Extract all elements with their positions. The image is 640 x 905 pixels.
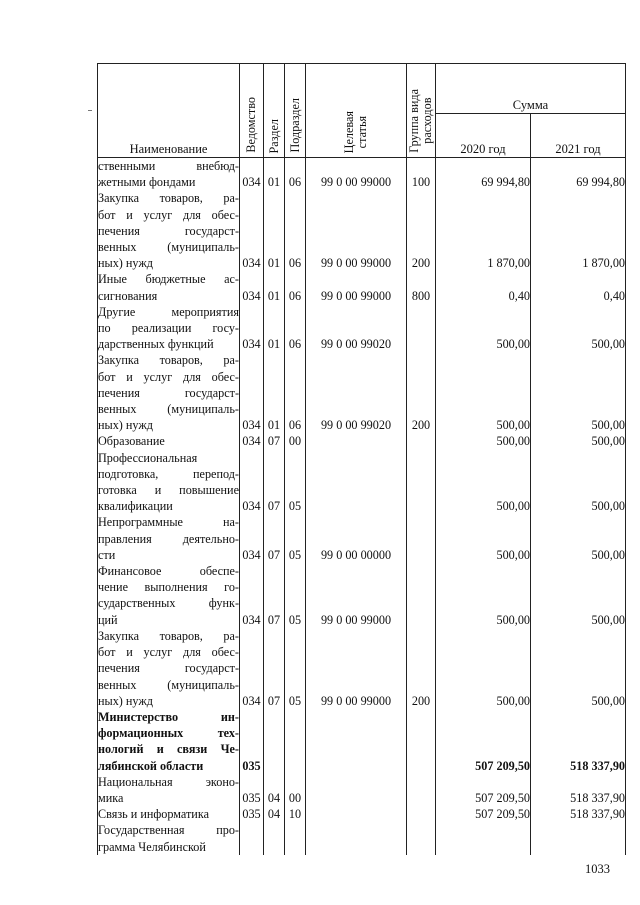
row-expense-group: 200 [407, 190, 436, 271]
row-sum-2021: 518 337,90 [531, 774, 626, 806]
row-vedomstvo: 034 [240, 628, 264, 709]
row-razdel [264, 822, 285, 854]
row-name [98, 514, 240, 563]
row-target-article [306, 806, 407, 822]
row-sum-2020: 500,00 [436, 563, 531, 628]
row-name [98, 190, 240, 271]
row-sum-2020: 500,00 [436, 304, 531, 353]
row-name [98, 806, 240, 822]
row-sum-2020: 69 994,80 [436, 158, 531, 191]
row-name-line: дарственных функций [98, 337, 214, 352]
row-sum-2020: 507 209,50 [436, 709, 531, 774]
row-sum-2020: 500,00 [436, 514, 531, 563]
row-name [98, 158, 240, 191]
table-row [98, 271, 626, 303]
row-razdel: 07 [264, 563, 285, 628]
table-row [98, 304, 626, 353]
row-name-line: мика [98, 790, 124, 805]
row-razdel [264, 709, 285, 774]
budget-table [97, 63, 626, 855]
table-row [98, 774, 626, 806]
row-name-line: Закупка товаров, ра- [98, 628, 239, 643]
header-expense-group: Группа вида расходов [407, 64, 436, 158]
row-sum-2020: 507 209,50 [436, 774, 531, 806]
row-sum-2021: 500,00 [531, 433, 626, 449]
row-name [98, 450, 240, 515]
row-name [98, 563, 240, 628]
row-name [98, 709, 240, 774]
header-vedomstvo: Ведомство [240, 64, 264, 158]
row-razdel: 01 [264, 158, 285, 191]
row-name-line: Государственная про- [98, 823, 239, 838]
row-sum-2020: 500,00 [436, 450, 531, 515]
row-expense-group [407, 709, 436, 774]
row-name [98, 304, 240, 353]
row-name-line: Закупка товаров, ра- [98, 353, 239, 368]
row-expense-group [407, 450, 436, 515]
header-year-2020: 2020 год [436, 114, 531, 158]
page-number: 1033 [585, 862, 610, 876]
row-sum-2020: 500,00 [436, 628, 531, 709]
row-name-line: ций [98, 612, 118, 627]
row-sum-2021: 1 870,00 [531, 190, 626, 271]
row-sum-2021: 518 337,90 [531, 709, 626, 774]
row-vedomstvo: 034 [240, 450, 264, 515]
row-name-line: печения государст- [98, 385, 239, 400]
row-name-line: по реализации госу- [98, 321, 239, 336]
row-name-line: правления деятельно- [98, 531, 239, 546]
row-podrazdel: 06 [285, 190, 306, 271]
row-podrazdel: 00 [285, 433, 306, 449]
row-name-line: грамма Челябинской [98, 839, 206, 854]
table-row [98, 822, 626, 854]
row-vedomstvo: 035 [240, 709, 264, 774]
row-name-line: нологий и связи Че- [98, 742, 239, 757]
row-vedomstvo: 034 [240, 563, 264, 628]
row-vedomstvo [240, 822, 264, 854]
row-podrazdel: 06 [285, 352, 306, 433]
row-name-line: ных) нужд [98, 418, 153, 433]
row-podrazdel: 06 [285, 304, 306, 353]
row-name-line: Иные бюджетные ас- [98, 272, 239, 287]
row-name-line: формационных тех- [98, 726, 239, 741]
row-target-article: 99 0 00 99020 [306, 352, 407, 433]
row-razdel: 04 [264, 774, 285, 806]
row-name-line: бот и услуг для обес- [98, 645, 239, 660]
header-sum: Сумма [436, 64, 626, 114]
row-sum-2020: 500,00 [436, 352, 531, 433]
row-podrazdel: 06 [285, 158, 306, 191]
row-name-line: печения государст- [98, 661, 239, 676]
row-name-line: венных (муниципаль- [98, 240, 239, 255]
row-name [98, 271, 240, 303]
row-name-line: венных (муниципаль- [98, 402, 239, 417]
row-podrazdel [285, 822, 306, 854]
row-name [98, 433, 240, 449]
row-name [98, 628, 240, 709]
row-sum-2021: 500,00 [531, 628, 626, 709]
table-body [98, 158, 626, 855]
row-name-line: Образование [98, 434, 165, 449]
row-name-line: сударственных функ- [98, 596, 239, 611]
row-vedomstvo: 034 [240, 514, 264, 563]
row-target-article: 99 0 00 99000 [306, 190, 407, 271]
row-name-line: бот и услуг для обес- [98, 207, 239, 222]
row-expense-group [407, 304, 436, 353]
row-expense-group [407, 822, 436, 854]
row-sum-2021: 500,00 [531, 304, 626, 353]
row-razdel: 07 [264, 433, 285, 449]
row-vedomstvo: 035 [240, 774, 264, 806]
row-target-article [306, 709, 407, 774]
table-row [98, 806, 626, 822]
row-name-line: Финансовое обеспе- [98, 564, 239, 579]
row-name [98, 774, 240, 806]
row-name-line: лябинской области [98, 758, 204, 773]
row-podrazdel: 05 [285, 450, 306, 515]
row-expense-group [407, 433, 436, 449]
row-sum-2021: 500,00 [531, 563, 626, 628]
row-sum-2021: 500,00 [531, 514, 626, 563]
row-razdel: 01 [264, 190, 285, 271]
row-sum-2020: 507 209,50 [436, 806, 531, 822]
row-sum-2020: 500,00 [436, 433, 531, 449]
table-row [98, 563, 626, 628]
row-name-line: венных (муниципаль- [98, 677, 239, 692]
row-expense-group: 800 [407, 271, 436, 303]
row-name-line: Министерство ин- [98, 709, 239, 724]
row-name-line: сти [98, 547, 116, 562]
row-sum-2021: 0,40 [531, 271, 626, 303]
row-name-line: жетными фондами [98, 175, 196, 190]
row-expense-group [407, 774, 436, 806]
row-name-line: ных) нужд [98, 256, 153, 271]
row-razdel: 01 [264, 304, 285, 353]
table-row [98, 433, 626, 449]
row-podrazdel: 06 [285, 271, 306, 303]
header-year-2021: 2021 год [531, 114, 626, 158]
row-vedomstvo: 034 [240, 352, 264, 433]
row-target-article: 99 0 00 99020 [306, 304, 407, 353]
row-target-article: 99 0 00 99000 [306, 563, 407, 628]
row-target-article: 99 0 00 99000 [306, 271, 407, 303]
table-row [98, 514, 626, 563]
row-name-line: Национальная эконо- [98, 774, 239, 789]
row-name-line: Другие мероприятия [98, 304, 239, 319]
table-row [98, 190, 626, 271]
row-target-article [306, 433, 407, 449]
row-expense-group: 200 [407, 352, 436, 433]
row-name-line: подготовка, перепод- [98, 466, 239, 481]
header-podrazdel: Подраздел [285, 64, 306, 158]
row-podrazdel: 05 [285, 514, 306, 563]
row-sum-2021 [531, 822, 626, 854]
row-name-line: ственными внебюд- [98, 159, 239, 173]
row-vedomstvo: 035 [240, 806, 264, 822]
table-row [98, 450, 626, 515]
row-name-line: чение выполнения го- [98, 580, 239, 595]
row-name-line: Непрограммные на- [98, 515, 239, 530]
row-expense-group: 100 [407, 158, 436, 191]
row-name-line: печения государст- [98, 223, 239, 238]
row-sum-2021: 500,00 [531, 450, 626, 515]
header-target-article: Целевая статья [306, 64, 407, 158]
row-sum-2021: 518 337,90 [531, 806, 626, 822]
header-razdel: Раздел [264, 64, 285, 158]
table-row [98, 628, 626, 709]
row-name [98, 822, 240, 854]
row-podrazdel: 05 [285, 563, 306, 628]
row-name-line: Связь и информатика [98, 807, 209, 822]
row-razdel: 01 [264, 352, 285, 433]
row-razdel: 04 [264, 806, 285, 822]
table-row [98, 352, 626, 433]
row-target-article: 99 0 00 99000 [306, 628, 407, 709]
row-podrazdel [285, 709, 306, 774]
row-vedomstvo: 034 [240, 190, 264, 271]
row-expense-group [407, 806, 436, 822]
row-podrazdel: 10 [285, 806, 306, 822]
row-expense-group: 200 [407, 628, 436, 709]
table-row [98, 158, 626, 191]
row-sum-2020 [436, 822, 531, 854]
row-name-line: Закупка товаров, ра- [98, 191, 239, 206]
row-vedomstvo: 034 [240, 158, 264, 191]
margin-mark [88, 110, 92, 111]
row-razdel: 07 [264, 514, 285, 563]
row-target-article [306, 450, 407, 515]
table-header [98, 64, 626, 158]
row-vedomstvo: 034 [240, 433, 264, 449]
row-name-line: ных) нужд [98, 693, 153, 708]
row-name-line: квалификации [98, 499, 173, 514]
row-podrazdel: 05 [285, 628, 306, 709]
row-razdel: 07 [264, 628, 285, 709]
row-name [98, 352, 240, 433]
row-name-line: готовка и повышение [98, 483, 239, 498]
header-name: Наименование [98, 64, 240, 158]
row-vedomstvo: 034 [240, 304, 264, 353]
row-target-article: 99 0 00 00000 [306, 514, 407, 563]
table-row [98, 709, 626, 774]
row-razdel: 07 [264, 450, 285, 515]
row-name-line: Профессиональная [98, 450, 198, 465]
row-target-article [306, 822, 407, 854]
row-sum-2021: 69 994,80 [531, 158, 626, 191]
row-sum-2020: 1 870,00 [436, 190, 531, 271]
row-expense-group [407, 563, 436, 628]
row-razdel: 01 [264, 271, 285, 303]
row-sum-2021: 500,00 [531, 352, 626, 433]
row-name-line: сигнования [98, 288, 158, 303]
row-podrazdel: 00 [285, 774, 306, 806]
row-target-article: 99 0 00 99000 [306, 158, 407, 191]
row-name-line: бот и услуг для обес- [98, 369, 239, 384]
row-sum-2020: 0,40 [436, 271, 531, 303]
row-expense-group [407, 514, 436, 563]
row-vedomstvo: 034 [240, 271, 264, 303]
row-target-article [306, 774, 407, 806]
